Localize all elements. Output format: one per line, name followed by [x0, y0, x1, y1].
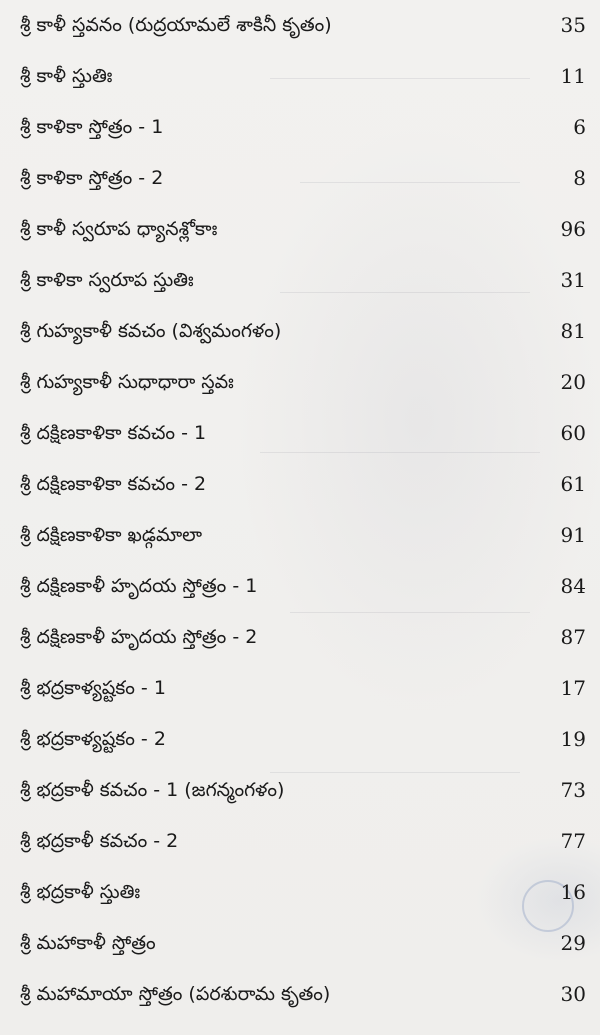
toc-entry[interactable] — [0, 363, 600, 399]
toc-entry-page: 91 — [560, 523, 586, 547]
toc-entry-page: 31 — [560, 268, 586, 292]
toc-entry[interactable] — [0, 567, 600, 603]
toc-entry[interactable] — [0, 6, 600, 42]
toc-entry-title: శ్రీ భద్రకాళీ స్తుతిః — [20, 881, 141, 903]
toc-entry[interactable] — [0, 312, 600, 348]
toc-entry-title: శ్రీ గుహ్యకాళీ సుధాధారా స్తవః — [20, 371, 234, 393]
toc-entry-page: 73 — [560, 778, 586, 802]
toc-entry[interactable] — [0, 261, 600, 297]
toc-entry[interactable] — [0, 771, 600, 807]
toc-entry-title: శ్రీ భద్రకాళ్యష్టకం - 2 — [20, 728, 166, 750]
toc-entry[interactable] — [0, 720, 600, 756]
toc-entry-title: శ్రీ భద్రకాళ్యష్టకం - 1 — [20, 677, 166, 699]
toc-entry-title: శ్రీ కాళికా స్తోత్రం - 1 — [20, 116, 164, 138]
toc-entry-page: 16 — [560, 880, 586, 904]
toc-entry[interactable] — [0, 159, 600, 195]
toc-entry-title: శ్రీ గుహ్యకాళీ కవచం (విశ్వమంగళం) — [20, 320, 282, 342]
toc-entry-page: 81 — [560, 319, 586, 343]
toc-entry[interactable] — [0, 669, 600, 705]
toc-entry-title: శ్రీ కాళికా స్తోత్రం - 2 — [20, 167, 164, 189]
toc-entry-title: శ్రీ కాళీ స్వరూప ధ్యానశ్లోకాః — [20, 218, 218, 240]
toc-entry-title: శ్రీ దక్షిణకాళికా కవచం - 1 — [20, 422, 207, 444]
toc-entry-title: శ్రీ దక్షిణకాళీ హృదయ స్తోత్రం - 1 — [20, 575, 258, 597]
toc-entry-page: 11 — [560, 64, 586, 88]
toc-entry-page: 19 — [560, 727, 586, 751]
toc-entry[interactable] — [0, 414, 600, 450]
toc-entry-page: 87 — [560, 625, 586, 649]
toc-entry-page: 6 — [573, 115, 586, 139]
toc-entry-title: శ్రీ భద్రకాళీ కవచం - 2 — [20, 830, 179, 852]
toc-entry-title: శ్రీ కాళీ స్తుతిః — [20, 65, 113, 87]
toc-entry[interactable] — [0, 108, 600, 144]
toc-entry[interactable] — [0, 873, 600, 909]
toc-entry[interactable] — [0, 57, 600, 93]
toc-entry[interactable] — [0, 822, 600, 858]
toc-entry-title: శ్రీ కాళీ స్తవనం (రుద్రయామలే శాకినీ కృతం) — [20, 14, 332, 36]
toc-entry[interactable] — [0, 210, 600, 246]
toc-entry-title: శ్రీ మహామాయా స్తోత్రం (పరశురామ కృతం) — [20, 983, 331, 1005]
toc-entry-page: 29 — [560, 931, 586, 955]
toc-entry-title: శ్రీ దక్షిణకాళికా ఖడ్గమాలా — [20, 524, 203, 546]
show-through-line — [290, 612, 530, 613]
toc-entry-page: 77 — [560, 829, 586, 853]
toc-entry[interactable] — [0, 975, 600, 1011]
toc-entry-title: శ్రీ దక్షిణకాళికా కవచం - 2 — [20, 473, 207, 495]
toc-entry-page: 61 — [560, 472, 586, 496]
toc-entry-page: 17 — [560, 676, 586, 700]
toc-entry-title: శ్రీ భద్రకాళీ కవచం - 1 (జగన్మంగళం) — [20, 779, 285, 801]
show-through-line — [260, 452, 540, 453]
toc-entry[interactable] — [0, 465, 600, 501]
toc-entry[interactable] — [0, 516, 600, 552]
toc-entry-page: 35 — [560, 13, 586, 37]
toc-entry-page: 60 — [560, 421, 586, 445]
toc-entry[interactable] — [0, 924, 600, 960]
toc-entry-title: శ్రీ దక్షిణకాళీ హృదయ స్తోత్రం - 2 — [20, 626, 258, 648]
toc-entry-page: 8 — [573, 166, 586, 190]
toc-entry-page: 96 — [560, 217, 586, 241]
toc-entry-title: శ్రీ కాళికా స్వరూప స్తుతిః — [20, 269, 194, 291]
toc-entry[interactable] — [0, 618, 600, 654]
toc-entry-page: 84 — [560, 574, 586, 598]
toc-entry-page: 20 — [560, 370, 586, 394]
toc-entry-title: శ్రీ మహాకాళీ స్తోత్రం — [20, 932, 156, 954]
toc-entry-page: 30 — [560, 982, 586, 1006]
